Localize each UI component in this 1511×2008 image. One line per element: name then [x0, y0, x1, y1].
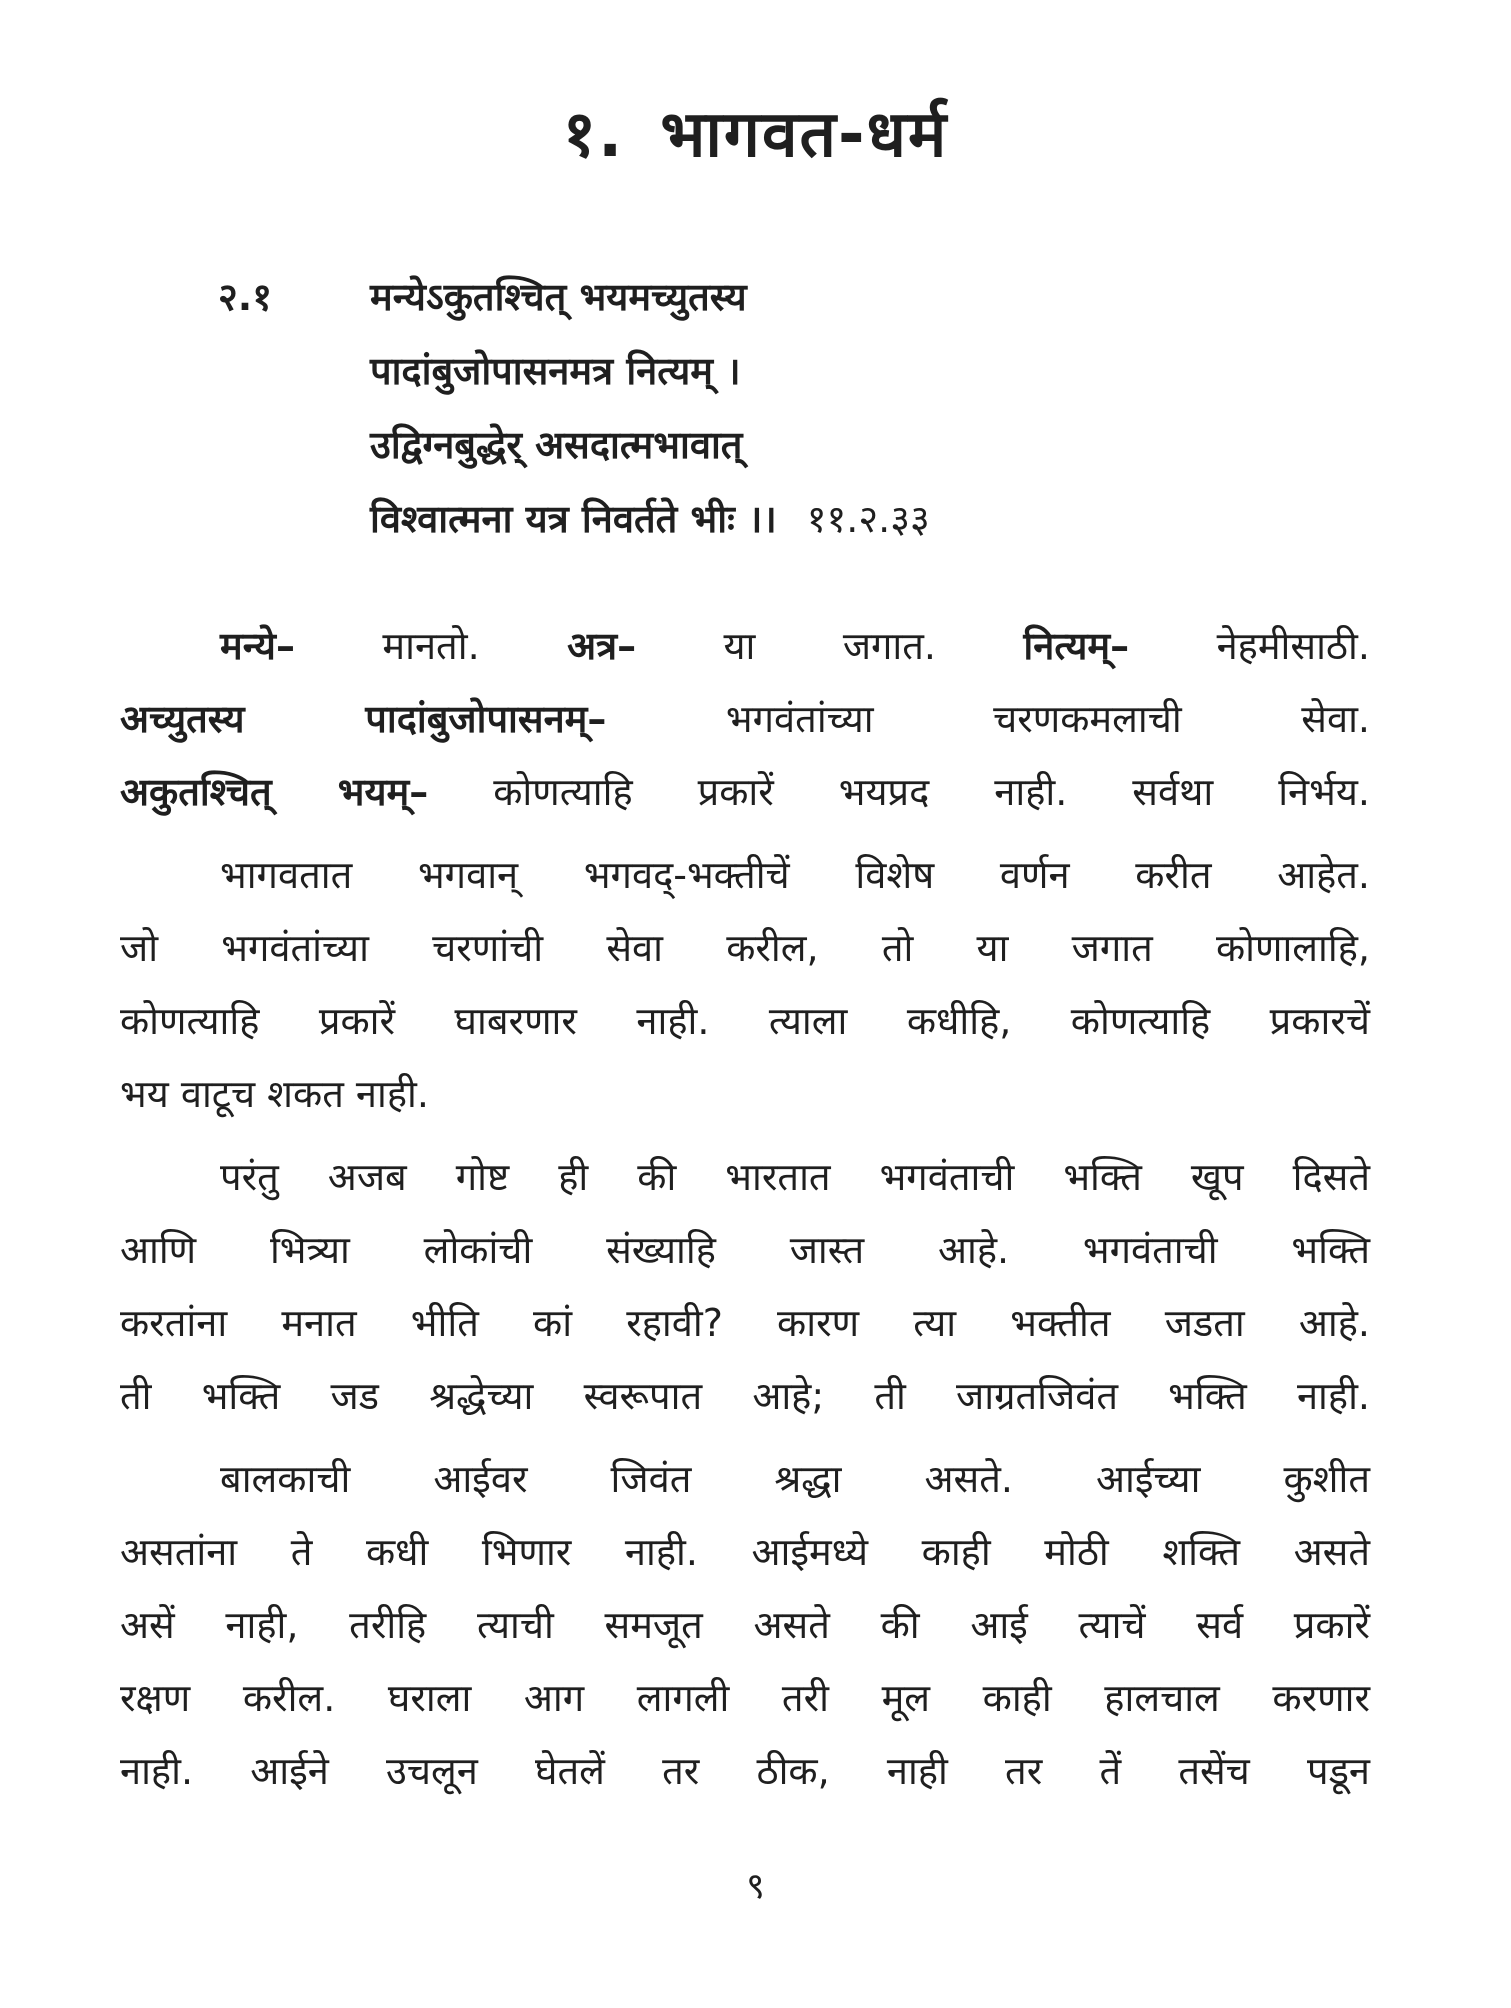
glossary-line [120, 683, 1370, 756]
verse-line-text: विश्वात्मना यत्र निवर्तते भीः ।। [370, 497, 777, 541]
glossary-meaning: भगवंतांच्या चरणकमलाची सेवा. [725, 697, 1370, 741]
chapter-heading [0, 88, 1511, 175]
text-line: नाही. आईने उचलून घेतलें तर ठीक, नाही तर तें तसेंच पडून [120, 1749, 1370, 1793]
text-line: रक्षण करील. घराला आग लागली तरी मूल काही हालचाल करणार [120, 1676, 1370, 1720]
glossary-meaning: मानतो. [382, 624, 480, 668]
glossary-term: अकुतश्चित् भयम्– [120, 770, 429, 814]
chapter-number: १. [562, 98, 625, 172]
text-line: करतांना मनात भीति कां रहावी? कारण त्या भक्तीत जडता आहे. [120, 1301, 1370, 1345]
glossary-meaning: या जगात. [723, 624, 936, 668]
chapter-title: भागवत-धर्म [660, 98, 949, 172]
glossary-paragraph [120, 610, 1370, 829]
verse-number: २.१ [218, 275, 272, 319]
text-line: असतांना ते कधी भिणार नाही. आईमध्ये काही मोठी शक्ति असते [120, 1530, 1370, 1574]
text-line: बालकाची आईवर जिवंत श्रद्धा असते. आईच्या कुशीत [220, 1457, 1370, 1501]
verse-line: उद्विग्नबुद्धेर् असदात्मभावात् [370, 423, 743, 467]
glossary-term: अत्र– [567, 624, 637, 668]
glossary-term: मन्ये– [220, 624, 295, 668]
text-line: कोणत्याहि प्रकारें घाबरणार नाही. त्याला कधीहि, कोणत्याहि प्रकारचें [120, 999, 1370, 1043]
verse-line: पादांबुजोपासनमत्र नित्यम् । [370, 349, 741, 393]
text-line: जो भगवंतांच्या चरणांची सेवा करील, तो या जगात कोणालाहि, [120, 926, 1370, 970]
text-line: असें नाही, तरीहि त्याची समजूत असते की आई त्याचें सर्व प्रकारें [120, 1603, 1370, 1647]
verse-line: मन्येऽकुतश्चित् भयमच्युतस्य [370, 275, 747, 319]
glossary-meaning: कोणत्याहि प्रकारें भयप्रद नाही. सर्वथा निर्भय. [493, 770, 1370, 814]
verse-source-reference: ११.२.३३ [806, 497, 930, 541]
glossary-term: अच्युतस्य पादांबुजोपासनम्– [120, 697, 607, 741]
verse-line [370, 492, 1400, 566]
glossary-term: नित्यम्– [1023, 624, 1130, 668]
body-paragraph [120, 1141, 1370, 1433]
text-line: ती भक्ति जड श्रद्धेच्या स्वरूपात आहे; ती जाग्रतजिवंत भक्ति नाही. [120, 1374, 1370, 1418]
glossary-line [120, 610, 1370, 683]
commentary-body [120, 610, 1370, 1818]
page-number: ९ [746, 1866, 765, 1907]
body-paragraph [120, 1443, 1370, 1808]
text-line: परंतु अजब गोष्ट ही की भारतात भगवंताची भक्ति खूप दिसते [220, 1155, 1370, 1199]
verse-lines [370, 270, 1400, 566]
text-line: आणि भित्र्या लोकांची संख्याहि जास्त आहे. भगवंताची भक्ति [120, 1228, 1370, 1272]
body-paragraph [120, 839, 1370, 1131]
text-line: भय वाटूच शकत नाही. [120, 1072, 429, 1116]
glossary-line [120, 756, 1370, 829]
glossary-meaning: नेहमीसाठी. [1216, 624, 1370, 668]
text-line: भागवतात भगवान् भगवद्-भक्तीचें विशेष वर्णन करीत आहेत. [220, 853, 1370, 897]
